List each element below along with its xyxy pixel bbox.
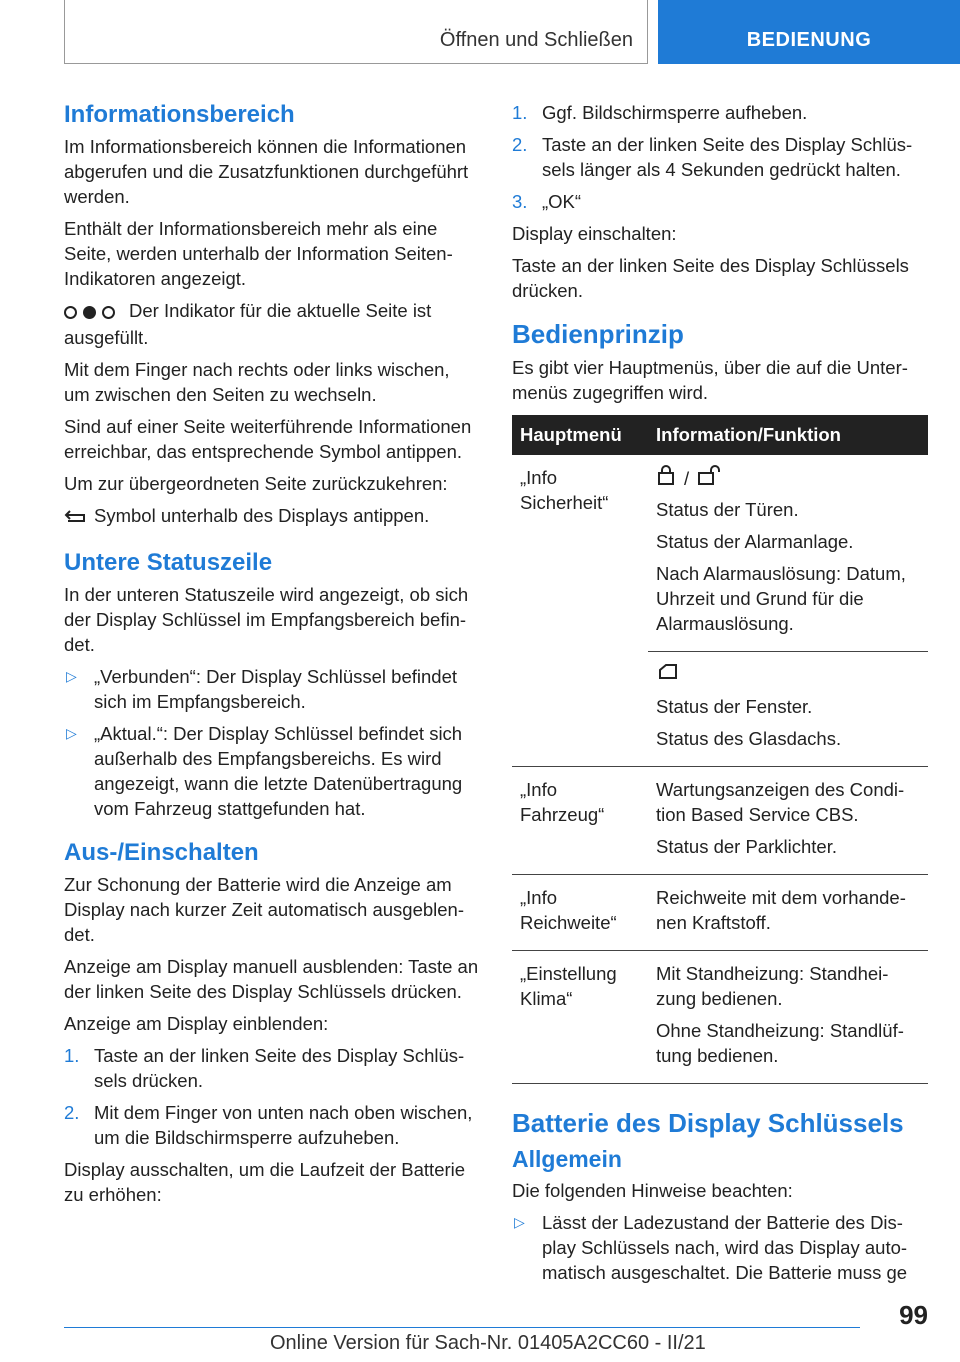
- paragraph: Display einschalten:: [512, 223, 677, 244]
- step-item: 2. Mit dem Finger von unten nach oben wischen, um die Bildschirmsperre aufzuheben.: [64, 1102, 473, 1148]
- back-symbol-text: Symbol unterhalb des Displays antippen.: [94, 505, 430, 526]
- section-label: BEDIENUNG: [746, 29, 872, 51]
- function-cell: Mit Standheizung: Standheizung bedienen. Ohne Standheizung: Standlüftung bedienen.: [648, 951, 928, 1084]
- step-item: 1. Taste an der linken Seite des Display Schlüssels drücken.: [64, 1045, 465, 1091]
- principle-heading: Bedienprinzip: [512, 319, 684, 349]
- off-steps: [512, 100, 928, 214]
- onoff-heading: Aus-/Einschalten: [64, 839, 259, 866]
- step-item: 3. „OK“: [512, 191, 582, 212]
- chapter-tab: [64, 0, 648, 64]
- function-cell: Reichweite mit dem vorhandenen Kraftstoff.: [648, 875, 928, 951]
- back-symbol-paragraph: [64, 503, 480, 531]
- status-heading: Untere Statuszeile: [64, 549, 273, 576]
- paragraph: Taste an der linken Seite des Display Schlüssels drücken.: [512, 255, 909, 301]
- paragraph: Zur Schonung der Batterie wird die Anzeige am Display nach kurzer Zeit automatisch ausgeblendet.: [64, 874, 465, 945]
- paragraph: Enthält der Informationsbereich mehr als eine Seite, werden unterhalb der Information SeitenIndikatoren angezeigt.: [64, 218, 453, 289]
- paragraph: Mit dem Finger nach rechts oder links wischen, um zwischen den Seiten zu wechseln.: [64, 359, 450, 405]
- window-icon: [656, 662, 680, 688]
- paragraph: In der unteren Statuszeile wird angezeigt, ob sich der Display Schlüssel im Empfangsbereich befindet.: [64, 584, 469, 655]
- list-item: ▷ „Aktual.“: Der Display Schlüssel befindet sich außerhalb des Empfangsbereichs. Es wird angezeigt, wann die letzte Datenübertragung vom Fahrzeug stattgefunden hat.: [66, 723, 463, 819]
- function-cell: Wartungsanzeigen des Condition Based Service CBS. Status der Parklichter.: [648, 767, 928, 875]
- table-row: [512, 875, 928, 951]
- triangle-bullet-icon: ▷: [66, 725, 77, 741]
- paragraph: Sind auf einer Seite weiterführende Informationen erreichbar, das entsprechende Symbol antippen.: [64, 416, 472, 462]
- paragraph: Anzeige am Display manuell ausblenden: Taste an der linken Seite des Display Schlüssels drücken.: [64, 956, 479, 1002]
- chapter-title: Öffnen und Schließen: [439, 29, 633, 51]
- left-column: [64, 100, 480, 1214]
- online-version-label: Online Version für Sach-Nr. 01405A2CC60 - II/21: [270, 1332, 706, 1354]
- paragraph: Anzeige am Display einblenden:: [64, 1013, 329, 1034]
- separator: /: [684, 467, 690, 489]
- general-list: [512, 1210, 928, 1285]
- table-row: [512, 951, 928, 1084]
- table-row: [512, 455, 928, 652]
- menu-table: [512, 415, 928, 1084]
- general-heading: Allgemein: [512, 1146, 622, 1172]
- info-heading: Informationsbereich: [64, 101, 295, 128]
- door-locked-icon: [656, 464, 676, 492]
- triangle-bullet-icon: ▷: [514, 1214, 525, 1230]
- function-cell: Status der Fenster. Status des Glasdachs.: [648, 652, 928, 767]
- footer-rule: [64, 1327, 860, 1328]
- paragraph: Im Informationsbereich können die Informationen abgerufen und die Zusatzfunktionen durchgeführt werden.: [64, 136, 469, 207]
- right-column: [512, 100, 928, 1292]
- function-cell: / Status der Türen. Status der Alarmanlage. Nach Alarmauslösung: Datum, Uhrzeit und Grund für die Alarmauslösung.: [648, 455, 928, 652]
- door-unlocked-icon: [697, 464, 723, 492]
- paragraph: Display ausschalten, um die Laufzeit der Batterie zu erhöhen:: [64, 1159, 466, 1205]
- triangle-bullet-icon: ▷: [66, 668, 77, 684]
- onoff-steps: [64, 1043, 480, 1150]
- status-list: [64, 664, 480, 821]
- list-item: ▷ Lässt der Ladezustand der Batterie des Display Schlüssels nach, wird das Display automatisch ausgeschaltet. Die Batterie muss ge: [514, 1212, 908, 1283]
- paragraph: Um zur übergeordneten Seite zurückzukehren:: [64, 473, 448, 494]
- list-item: ▷ „Verbunden“: Der Display Schlüssel befindet sich im Empfangsbereich.: [66, 666, 457, 712]
- table-header: Hauptmenü: [512, 415, 648, 455]
- step-item: 2. Taste an der linken Seite des Display Schlüssels länger als 4 Sekunden gedrückt halten.: [512, 134, 913, 180]
- menu-cell: „Einstellung Klima“: [512, 951, 648, 1084]
- menu-cell: „Info Reichweite“: [512, 875, 648, 951]
- table-row: [512, 767, 928, 875]
- page-number: 99: [899, 1300, 928, 1330]
- paragraph: Die folgenden Hinweise beachten:: [512, 1180, 793, 1201]
- indicator-paragraph: [64, 298, 480, 350]
- paragraph: Es gibt vier Hauptmenüs, über die auf die Untermenüs zugegriffen wird.: [512, 357, 908, 403]
- menu-cell: „Info Fahrzeug“: [512, 767, 648, 875]
- back-arrow-icon: [64, 506, 88, 531]
- menu-cell: „Info Sicherheit“: [512, 455, 648, 767]
- step-item: 1. Ggf. Bildschirmsperre aufheben.: [512, 102, 808, 123]
- battery-heading: Batterie des Display Schlüssels: [512, 1108, 904, 1138]
- section-tab[interactable]: [658, 0, 960, 64]
- indicator-text: Der Indikator für die aktuelle Seite ist ausgefüllt.: [64, 300, 432, 348]
- page-indicator-icon: [64, 300, 121, 325]
- table-header: Information/Funktion: [648, 415, 928, 455]
